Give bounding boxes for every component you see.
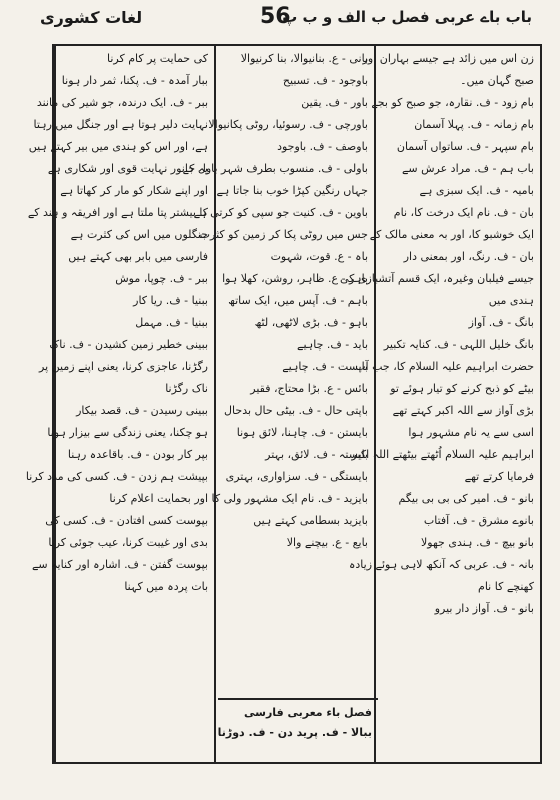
entry-line: بایستن - ف. چاہنا، لائق ہونا: [236, 426, 368, 439]
entry-line: باوین - ف. کنیت جو سپی کو کرتی ہے: [193, 206, 368, 219]
entry-line: اسی سے یہ نام مشہور ہوا: [408, 426, 534, 439]
entry-line: بایستگی - ف. سزاواری، بہتری: [225, 470, 368, 483]
dictionary-frame: [25, 44, 542, 764]
entry-line: باب ہم - ف. مراد عرش سے: [401, 162, 534, 175]
entry-line: ہندی میں: [488, 294, 534, 307]
entry-line: ببنیا - ف. مہمل: [135, 316, 208, 329]
entry-line: جیسے فیلبان وغیرہ، ایک قسم آتشبازی کی: [339, 272, 534, 285]
entry-line: باور - ف. یقین: [301, 96, 368, 109]
entry-line: باہو - ف. بڑی لاٹھی، لٹھ: [254, 316, 368, 329]
entry-line: ببینی رسیدن - ف. قصد بیکار: [76, 404, 208, 417]
entry-line: باپتی حال - ف. بیٹی حال بدحال: [224, 404, 368, 417]
entry-line: بدی اور غیبت کرنا، عیب جوئی کرنا: [48, 536, 208, 549]
entry-line: صبح گہان میں۔: [460, 74, 534, 87]
entry-line: بان - ف. نام ایک درخت کا، نام: [393, 206, 534, 219]
entry-line: رگڑنا، عاجزی کرنا، یعنی اپنے زمین پر: [39, 360, 208, 373]
entry-line: بایزید بسطامی کہتے ہیں: [253, 514, 368, 527]
entry-line: کھنچے کا نام: [478, 580, 534, 593]
section-heading-box: [218, 698, 378, 762]
entry-line: ببنیا - ف. ریا کار: [133, 294, 208, 307]
entry-line: جس میں روٹی پکا کر زمین کو کثرت: [199, 228, 368, 241]
entry-line: بات پردہ میں کہنا: [124, 580, 208, 593]
entry-line: بیٹے کو ذبح کرنے کو تیار ہوئے تو: [390, 382, 534, 395]
entry-line: جہاں رنگین کپڑا خوب بنا جاتا ہے: [216, 184, 368, 197]
header-right-title: باب باے عربی فصل ب الف و ب پ: [282, 8, 532, 26]
section-heading-line: ببالا - ف. پرید دن - ف. دوڑنا: [217, 726, 372, 739]
entry-line: بایزید - ف. نام ایک مشہور ولی کا: [211, 492, 368, 505]
entry-line: بامیہ - ف. ایک سبزی ہے: [419, 184, 534, 197]
entry-line: بائس - ع. بڑا محتاج، فقیر: [250, 382, 368, 395]
entry-line: بانو - ف. آواز دار بیرو: [434, 602, 534, 615]
entry-line: فرمایا کرتے تھے: [464, 470, 534, 483]
entry-line: فارسی میں بابر بھی کہتے ہیں: [68, 250, 208, 263]
entry-line: بام سپہر - ف. ساتواں آسمان: [396, 140, 534, 153]
entry-line: بانوے مشرق - ف. آفتاب: [423, 514, 534, 527]
entry-line: ایک خوشبو کا، اور بہ معنی مالک کے: [369, 228, 534, 241]
entry-line: باورچی - ف. رسوئیا، روٹی پکانیوالا: [208, 118, 368, 131]
entry-line: بانی - ع. بنانیوالا، بنا کرنیوالا: [240, 52, 368, 65]
entry-line: بانگ - ف. آواز: [468, 316, 534, 329]
entry-line: بایستہ - ف. لائق، بہتر: [265, 448, 368, 461]
entry-line: حضرت ابراہیم علیہ السلام کا، جب آپ: [355, 360, 534, 373]
entry-line: ببینی خطیر زمین کشیدن - ف. ناک: [49, 338, 208, 351]
entry-line: نہایت دلیر ہوتا ہے اور جنگل میں رہتا: [33, 118, 208, 131]
entry-line: باوصف - ف. باوجود: [277, 140, 368, 153]
entry-line: بام زود - ف. نقارہ، جو صبح کو بجے: [371, 96, 534, 109]
entry-line: کا بیشتر پتا ملتا ہے اور افریقہ و ہند کے: [27, 206, 208, 219]
entry-line: بانو - ف. امیر کی بی بی بیگم: [398, 492, 534, 505]
entry-line: بایست - ف. چاہیے: [282, 360, 368, 373]
entry-line: اور اپنے شکار کو مار کر کھاتا ہے: [60, 184, 208, 197]
entry-line: بپوست کسی افتادن - ف. کسی کی: [45, 514, 208, 527]
entry-line: ببر - ف. چوپا، موش: [115, 272, 208, 285]
page-number: 56: [260, 4, 291, 29]
entry-line: باہم - ف. آپس میں، ایک ساتھ: [228, 294, 368, 307]
entry-line: ابراہیم علیہ السلام اُٹھتے بیٹھتے اللہ اکبر: [351, 448, 534, 461]
page-header: [0, 0, 560, 44]
entry-line: باید - ف. چاہیے: [297, 338, 368, 351]
entry-line: بانو بیچ - ف. ہندی جھولا: [421, 536, 534, 549]
entry-line: کی حمایت پر کام کرنا: [106, 52, 208, 65]
entry-line: ببار آمدہ - ف. پکنا، ثمر دار ہونا: [61, 74, 208, 87]
column-right: [339, 46, 540, 762]
entry-line: ناک رگڑنا: [165, 382, 208, 395]
entry-line: ہے، اور اس کو ہندی میں بیر کہتے ہیں: [28, 140, 208, 153]
entry-line: بپوست گفتن - ف. اشارہ اور کنایہ سے: [31, 558, 208, 571]
entry-line: بانہ - ف. عربی کہ آنکھ لاہی ہوئے زیادہ: [348, 558, 534, 571]
section-heading-line: فصل باء معربی فارسی: [244, 706, 372, 719]
entry-line: اور بحمایت اعلام کرنا: [109, 492, 208, 505]
entry-line: باولی - ف. منسوب بطرف شہر باول کے: [182, 162, 368, 175]
entry-line: بڑی آواز سے اللہ اکبر کہتے تھے: [392, 404, 534, 417]
entry-line: یہ جانور نہایت قوی اور شکاری ہے: [47, 162, 208, 175]
entry-line: بپیشت ہم زدن - ف. کسی کی مدد کرنا: [25, 470, 208, 483]
entry-line: بان - ف. رنگ، اور بمعنی دار: [403, 250, 534, 263]
entry-line: باہ - ع. قوت، شہوت: [270, 250, 368, 263]
entry-line: بانگ خلیل اللہی - ف. کنایہ تکبیر: [383, 338, 534, 351]
column-left: [25, 46, 216, 762]
entry-line: زن اس میں زائد ہے جیسے بہاران اور: [362, 52, 534, 65]
entry-line: ببر - ف. ایک درندہ، جو شیر کی مانند: [36, 96, 208, 109]
entry-line: بام زمانہ - ف. پہلا آسمان: [414, 118, 534, 131]
entry-line: جنگلوں میں اس کی کثرت ہے: [70, 228, 208, 241]
entry-line: بایع - ع. بیچنے والا: [286, 536, 368, 549]
entry-line: باہر - ع. ظاہر، روشن، کھلا ہوا: [222, 272, 368, 285]
entry-line: ہو چکنا، یعنی زندگی سے بیزار ہونا: [47, 426, 208, 439]
entry-line: باوجود - ف. تسبیح: [282, 74, 368, 87]
header-left-title: لغات کشوری: [40, 8, 143, 27]
entry-line: بپر کار بودن - ف. باقاعدہ رہنا: [67, 448, 208, 461]
